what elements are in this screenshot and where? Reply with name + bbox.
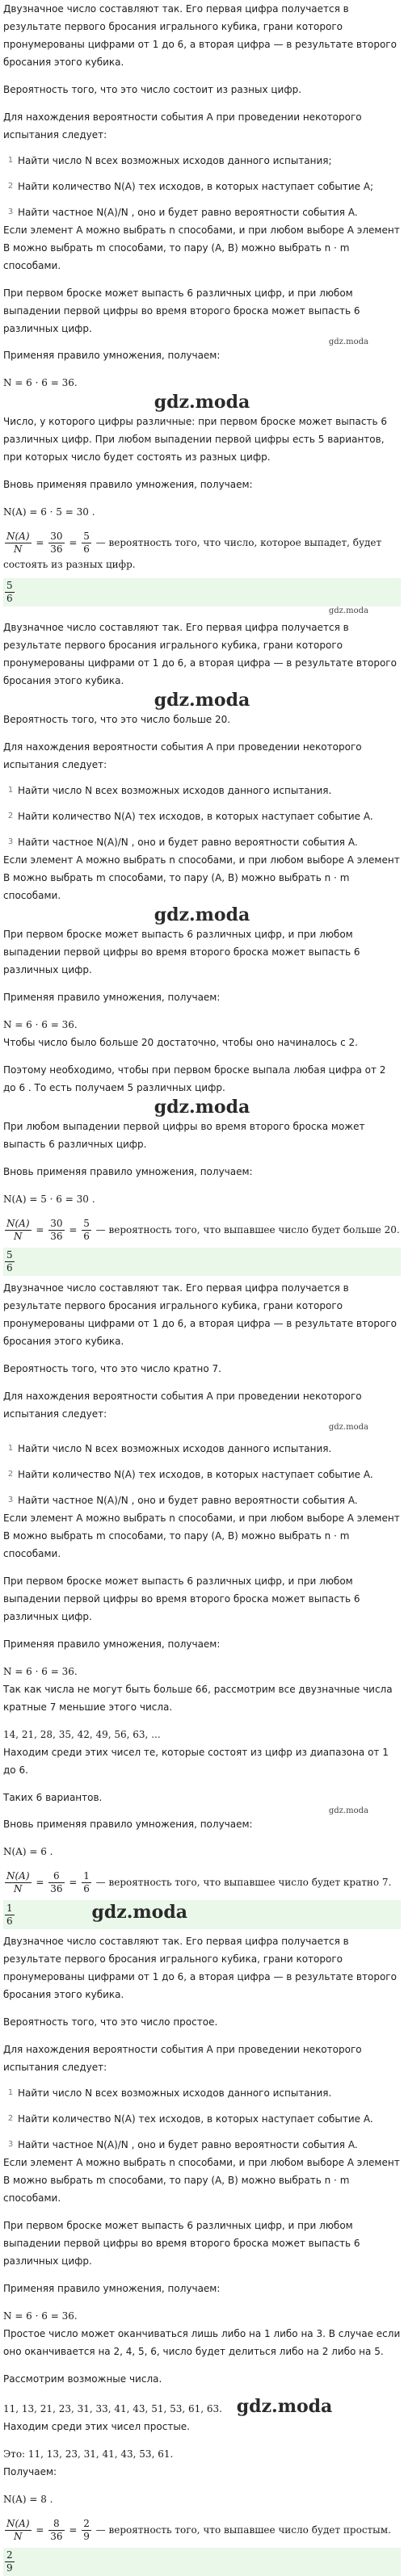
probability-question: Вероятность того, что это число состоит из разных цифр. [3,84,302,95]
section-2 [3,619,401,1276]
watermark-big: gdz.moda [236,2396,333,2417]
text-1: При первом броске может выпасть 6 различных цифр, и при любом выпадении первой цифры во время второго броска может выпасть 6 различных цифр. [3,929,360,975]
text-2: Применяя правило умножения, получаем: [3,1638,221,1650]
watermark-small: gdz.moda [328,338,368,346]
primes-list: Это: 11, 13, 23, 31, 41, 43, 53, 61. [3,2448,174,2460]
watermark-big: gdz.moda [154,1097,250,1118]
text-3b: Рассмотрим возможные числа. [3,2373,162,2385]
probability-question: Вероятность того, что это число больше 20. [3,714,231,725]
watermark-big: gdz.moda [154,392,250,413]
step-item: 2 Найти количество N(A) тех исходов, в которых наступает событие A. [7,2113,373,2125]
step-item: 2 Найти количество N(A) тех исходов, в которых наступает событие A. [7,1469,373,1480]
text-3: Чтобы число было больше 20 достаточно, чтобы оно начиналось с 2. [3,1037,358,1048]
watermark-small: gdz.moda [328,1423,368,1432]
text-3b: Находим среди этих чисел те, которые состоят из цифр из диапазона от 1 до 6. [3,1747,389,1776]
watermark-small: gdz.moda [328,1806,368,1815]
text-1: При первом броске может выпасть 6 различных цифр, и при любом выпадении первой цифры во время второго броска может выпасть 6 различных цифр. [3,1575,360,1622]
step-item: 2 Найти количество N(A) тех исходов, в которых наступает событие A; [7,181,374,192]
watermark-small: gdz.moda [328,606,368,615]
text-4: Вновь применяя правило умножения, получаем: [3,1166,253,1177]
step-item: 1 Найти число N всех возможных исходов данного испытания. [7,2087,332,2099]
step-item: 3 Найти частное N(A)/N , оно и будет равно вероятности события A. [7,1495,358,1506]
text-3c: При любом выпадении первой цифры во время второго броска может выпасть 6 различных цифр. [3,1121,365,1150]
intro-text: Двузначное число составляют так. Его первая цифра получается в результате первого бросания игрального кубика, грани которого пронумерованы цифрами от 1 до 6, а вторая цифра — в результате второго бросания этого кубика. [3,3,397,68]
equation-n: N = 6 · 6 = 36. [3,2310,78,2322]
text-4: Получаем: [3,2466,57,2477]
text-3c: Таких 6 вариантов. [3,1792,103,1803]
formula-title: Для нахождения вероятности события A при проведении некоторого испытания следует: [3,741,362,770]
intro-text: Двузначное число составляют так. Его первая цифра получается в результате первого бросания игрального кубика, грани которого пронумерованы цифрами от 1 до 6, а вторая цифра — в результате второго бросания этого кубика. [3,1936,397,2000]
probability-question: Вероятность того, что это число кратно 7. [3,1363,221,1374]
equation-na: N(A) = 6 · 5 = 30 . [3,506,95,518]
watermark-big: gdz.moda [154,904,250,925]
pairs-rule: Если элемент A можно выбрать n способами, и при любом выборе A элемент B можно выбрать m способами, то пару (A, B) можно выбрать n · m способами. [3,2157,400,2204]
equation-na: N(A) = 6 . [3,1846,53,1857]
text-2: Применяя правило умножения, получаем: [3,350,221,361]
equation-n: N = 6 · 6 = 36. [3,1666,78,1677]
formula-title: Для нахождения вероятности события A при проведении некоторого испытания следует: [3,1391,362,1420]
text-1: При первом броске может выпасть 6 различных цифр, и при любом выпадении первой цифры во время второго броска может выпасть 6 различных цифр. [3,2220,360,2267]
answer-highlight: $\frac{5}{6}$ [3,578,401,606]
intro-text: Двузначное число составляют так. Его первая цифра получается в результате первого бросания игрального кубика, грани которого пронумерованы цифрами от 1 до 6, а вторая цифра — в результате второго бросания этого кубика. [3,1282,397,1347]
answer-highlight: $\frac{1}{6}$ gdz.moda [3,1900,401,1929]
text-3b: Поэтому необходимо, чтобы при первом броске выпала любая цифра от 2 до 6 . То есть получаем 5 различных цифр. [3,1064,386,1093]
text-3: Простое число может оканчиваться лишь либо на 1 либо на 3. В случае если оно оканчивается на 2, 4, 5, 6, число будет делиться либо на 2 либо на 5. [3,2328,401,2357]
step-item: 3 Найти частное N(A)/N , оно и будет равно вероятности события A. [7,2139,358,2150]
step-item: 1 Найти число N всех возможных исходов данного испытания; [7,155,332,166]
watermark-big: gdz.moda [91,1902,187,1923]
result-line: $\frac{N(A)}{N}$ = $\frac{30}{36}$ = $\frac{5}{6}$ — вероятность того, что число, которое выпадет, будет состоять из разных цифр. [3,531,382,570]
text-4: Вновь применяя правило умножения, получаем: [3,479,253,490]
result-line: $\frac{N(A)}{N}$ = $\frac{6}{36}$ = $\frac{1}{6}$ — вероятность того, что выпавшее число будет кратно 7. [6,1870,392,1894]
formula-title: Для нахождения вероятности события A при проведении некоторого испытания следует: [3,111,362,141]
intro-text: Двузначное число составляют так. Его первая цифра получается в результате первого бросания игрального кубика, грани которого пронумерованы цифрами от 1 до 6, а вторая цифра — в результате второго бросания этого кубика. [3,622,397,686]
text-3c: Находим среди этих чисел простые. [3,2421,190,2432]
equation-n: N = 6 · 6 = 36. [3,1019,78,1030]
step-item: 1 Найти число N всех возможных исходов данного испытания. [7,785,332,796]
step-item: 2 Найти количество N(A) тех исходов, в которых наступает событие A. [7,811,373,822]
pairs-rule: Если элемент A можно выбрать n способами, и при любом выборе A элемент B можно выбрать m способами, то пару (A, B) можно выбрать n · m способами. [3,854,400,901]
equation-na: N(A) = 8 . [3,2494,53,2505]
pairs-rule: Если элемент A можно выбрать n способами, и при любом выборе A элемент B можно выбрать m способами, то пару (A, B) можно выбрать n · m способами. [3,224,400,271]
section-4 [3,1932,401,2576]
text-2: Применяя правило умножения, получаем: [3,992,221,1003]
watermark-big: gdz.moda [154,690,250,711]
text-1: При первом броске может выпасть 6 различных цифр, и при любом выпадении первой цифры во время второго броска может выпасть 6 различных цифр. [3,287,360,334]
equation-na: N(A) = 5 · 6 = 30 . [3,1194,95,1205]
section-1 [3,0,401,615]
result-line: $\frac{N(A)}{N}$ = $\frac{8}{36}$ = $\frac{2}{9}$ — вероятность того, что выпавшее число будет простым. [6,2518,391,2542]
probability-question: Вероятность того, что это число простое. [3,2016,218,2028]
section-3 [3,1279,401,1929]
step-item: 3 Найти частное N(A)/N , оно и будет равно вероятности события A. [7,207,358,218]
text-3: Число, у которого цифры различные: при первом броске может выпасть 6 различных цифр. При любом выпадении первой цифры есть 5 вариантов, при которых число будет состоять из разных цифр. [3,416,387,463]
pairs-rule: Если элемент A можно выбрать n способами, и при любом выборе A элемент B можно выбрать m способами, то пару (A, B) можно выбрать n · m способами. [3,1512,400,1559]
text-4: Вновь применяя правило умножения, получаем: [3,1819,253,1830]
candidates-list: 11, 13, 21, 23, 31, 33, 41, 43, 51, 53, 61, 63. gdz.moda [3,2396,333,2417]
result-line: $\frac{N(A)}{N}$ = $\frac{30}{36}$ = $\frac{5}{6}$ — вероятность того, что выпавшее число будет больше 20. [6,1218,400,1242]
answer-highlight: $\frac{5}{6}$ [3,1248,401,1276]
answer-highlight: $\frac{2}{9}$ [3,2548,401,2576]
step-item: 1 Найти число N всех возможных исходов данного испытания. [7,1443,332,1454]
formula-title: Для нахождения вероятности события A при проведении некоторого испытания следует: [3,2044,362,2073]
text-3: Так как числа не могут быть больше 66, рассмотрим все двузначные числа кратные 7 меньшие этого числа. [3,1684,393,1713]
text-2: Применяя правило умножения, получаем: [3,2283,221,2294]
equation-n: N = 6 · 6 = 36. [3,377,78,388]
step-item: 3 Найти частное N(A)/N , оно и будет равно вероятности события A. [7,837,358,848]
multiples-list: 14, 21, 28, 35, 42, 49, 56, 63, ... [3,1729,161,1740]
